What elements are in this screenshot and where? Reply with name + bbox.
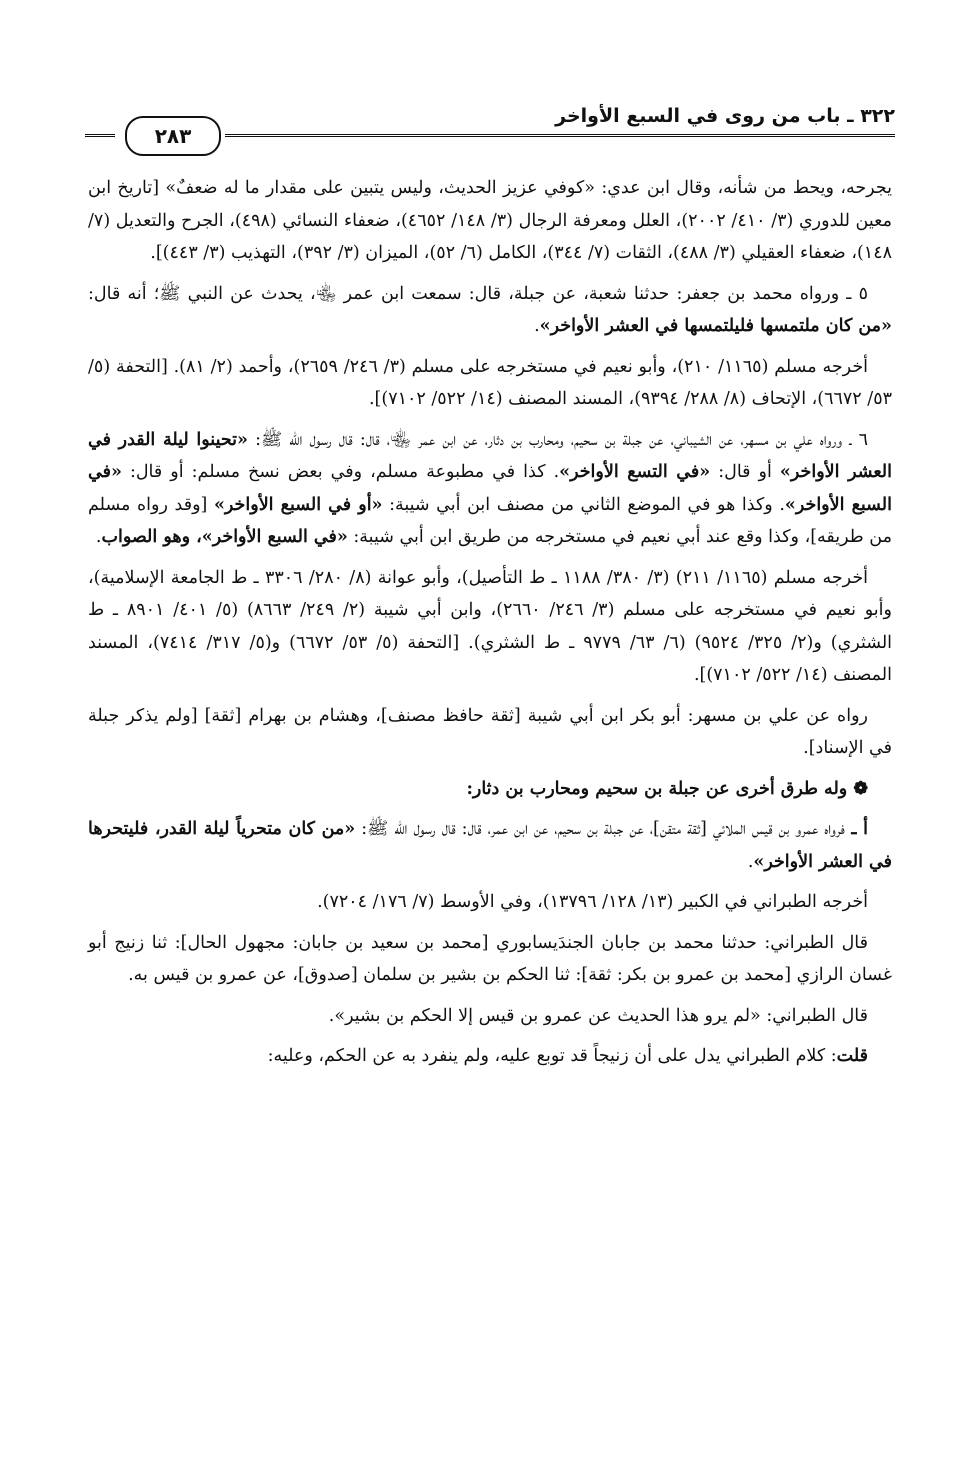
item-letter: أ ـ — [844, 819, 868, 839]
hadith-quote: «في التسع الأواخر» — [559, 462, 711, 482]
hadith-quote: «تحينوا ليلة القدر في العشر الأواخر» — [88, 429, 892, 482]
paragraph-8-end: . — [747, 851, 754, 872]
flower-icon: ❁ — [847, 778, 868, 799]
paragraph-12 — [88, 1040, 892, 1073]
paragraph-10: قال الطبراني: حدثنا محمد بن جابان الجندَيسابوري [محمد بن سعيد بن جابان: مجهول الحال]: ثنا زنيج أبو غسان الرازي [محمد بن عمرو بن بكر: ثقة]: ثنا الحكم بن بشير بن سلمان [صدوق]، عن عمرو بن قيس به. — [88, 932, 892, 985]
hadith-quote: «من كان متحرياً ليلة القدر، فليتحرها في العشر الأواخر» — [88, 819, 892, 872]
paragraph-9: أخرجه الطبراني في الكبير (١٣/ ١٢٨/ ١٣٧٩٦)، وفي الأوسط (٧/ ١٧٦/ ٧٢٠٤). — [317, 892, 868, 912]
paragraph-2 — [88, 278, 892, 343]
page-header — [85, 95, 895, 155]
paragraph-4-text-g: . وكذا هو في الموضع الثاني من مصنف ابن أبي شيبة: — [382, 494, 785, 515]
header-rule-right — [225, 134, 895, 137]
paragraph-4-text-i: [وقد رواه مسلم من طريقه]، وكذا وقع عند أبي نعيم في مستخرجه من طريق ابن أبي شيبة: — [88, 494, 892, 547]
paragraph-4-text-a: ٦ ـ ورواه علي بن مسهر، عن الشيباني، عن جبلة بن سحيم، ومحارب بن دثار، عن ابن عمر ﵄، قال: قال رسول الله ﷺ: — [247, 429, 868, 450]
qultu-label: قلت — [836, 1046, 868, 1066]
hadith-quote: «في السبع الأواخر» — [88, 462, 892, 515]
paragraph-1: يجرحه، ويحط من شأنه، وقال ابن عدي: «كوفي عزيز الحديث، وليس يتبين على مقدار ما له ضعفٌ» [تاريخ ابن معين للدوري (٣/ ٤١٠/ ٢٠٠٢)، العلل ومعرفة الرجال (٣/ ١٤٨/ ٤٦٥٢)، ضعفاء النسائي (٤٩٨)، الجرح والتعديل (٧/ ١٤٨)، ضعفاء العقيلي (٣/ ٤٨٨)، الثقات (٧/ ٣٤٤)، الكامل (٦/ ٥٢)، الميزان (٣/ ٣٩٢)، التهذيب (٣/ ٤٤٣)]. — [88, 178, 892, 263]
hadith-quote: «من كان ملتمسها فليلتمسها في العشر الأواخر» — [539, 316, 892, 336]
paragraph-8-text: فرواه عمرو بن قيس الملائي [ثقة متقن]، عن جبلة بن سحيم، عن ابن عمر، قال: قال رسول الله ﷺ: — [355, 819, 845, 839]
paragraph-8 — [88, 813, 892, 878]
hadith-quote: «أو في السبع الأواخر» — [213, 494, 383, 515]
paragraph-5: أخرجه مسلم (١١٦٥/ ٢١١) (٣/ ٣٨٠/ ١١٨٨ ـ ط التأصيل)، وأبو عوانة (٨/ ٢٨٠/ ٣٣٠٦ ـ ط الجامعة الإسلامية)، وأبو نعيم في مستخرجه على مسلم (٣/ ٢٤٦/ ٢٦٦٠)، وابن أبي شيبة (٢/ ٢٤٩/ ٨٦٦٣) (٥/ ٤٠١/ ٨٩٠١ ـ ط الشثري) و(٢/ ٣٢٥/ ٩٥٢٤) (٦/ ٦٣/ ٩٧٧٩ ـ ط الشثري). [التحفة (٥/ ٥٣/ ٦٦٧٢) و(٥/ ٣١٧/ ٧٤١٤)، المسند المصنف (١٤/ ٥٢٢/ ٧١٠٢)]. — [88, 567, 893, 685]
hadith-quote: «في السبع الأواخر»، وهو الصواب — [101, 527, 348, 547]
paragraph-4-text-e: . كذا في مطبوعة مسلم، وفي بعض نسخ مسلم: أو قال: — [121, 462, 560, 482]
paragraph-12-text: : كلام الطبراني يدل على أن زنيجاً قد توبع عليه، ولم ينفرد به عن الحكم، وعليه: — [267, 1046, 837, 1066]
paragraph-4-end: . — [95, 527, 102, 547]
running-title: ٣٢٢ ـ باب من روى في السبع الأواخر — [555, 105, 895, 127]
page-number: ٢٨٣ — [125, 116, 221, 156]
paragraph-4 — [88, 424, 892, 554]
paragraph-2-text: ٥ ـ ورواه محمد بن جعفر: حدثنا شعبة، عن جبلة، قال: سمعت ابن عمر ﵄، يحدث عن النبي ﷺ؛ أنه قال: — [88, 283, 868, 304]
paragraph-11: قال الطبراني: «لم يرو هذا الحديث عن عمرو بن قيس إلا الحكم بن بشير». — [328, 1005, 868, 1026]
paragraph-2-end: . — [534, 316, 540, 336]
page-body — [88, 172, 892, 1081]
section-heading-text: وله طرق أخرى عن جبلة بن سحيم ومحارب بن دثار: — [466, 778, 848, 799]
section-heading — [88, 773, 892, 806]
paragraph-4-text-c: أو قال: — [710, 462, 780, 482]
paragraph-6: رواه عن علي بن مسهر: أبو بكر ابن أبي شيبة [ثقة حافظ مصنف]، وهشام بن بهرام [ثقة] [ولم يذكر جبلة في الإسناد]. — [88, 705, 892, 758]
header-rule-left — [85, 134, 115, 137]
paragraph-3: أخرجه مسلم (١١٦٥/ ٢١٠)، وأبو نعيم في مستخرجه على مسلم (٣/ ٢٤٦/ ٢٦٥٩)، وأحمد (٢/ ٨١). [التحفة (٥/ ٥٣/ ٦٦٧٢)، الإتحاف (٨/ ٢٨٨/ ٩٣٩٤)، المسند المصنف (١٤/ ٥٢٢/ ٧١٠٢)]. — [88, 356, 892, 409]
